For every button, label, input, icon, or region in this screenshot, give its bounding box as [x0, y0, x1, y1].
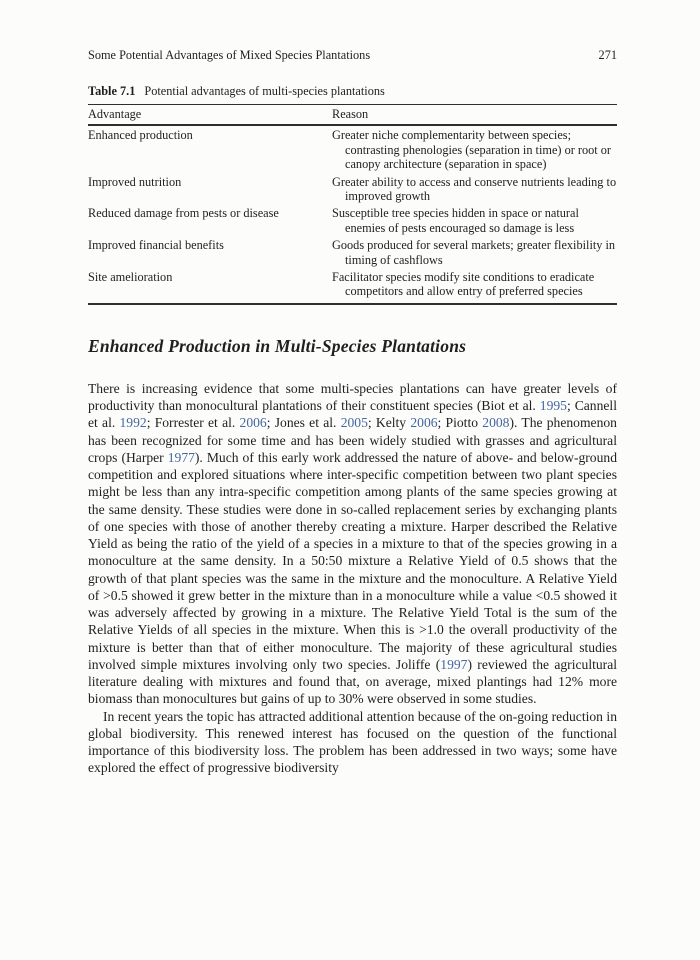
reason-cell: [332, 268, 617, 304]
paragraph-text-run: ). Much of this early work addressed the nature of above- and below-ground competition and explored situations where inter-specific competition between two plant species might be less than any intra-specific competition among plants of the same species growing at the same density. These studies were done in so-called replacement series by exchanging plants of one species with those of another thereby creating a mixture. Harper described the Relative Yield as being the ratio of the yield of a species in a mixture to that of the species growing in a monoculture at the same density. In a 50:50 mixture a Relative Yield of 0.5 shows that the growth of that plant species was the same in the mixture and the monoculture. A Relative Yield of >0.5 showed it grew better in the mixture than in a monoculture while a value <0.5 showed it was adversely affected by growing in a mixture. The Relative Yield Total is the sum of the Relative Yields of all species in the mixture. When this is >1.0 the overall productivity of the mixture is better than that of either monoculture. The majority of these agricultural studies involved simple mixtures involving only two species. Joliffe (: [88, 449, 617, 672]
advantage-cell: [88, 204, 332, 236]
page-content: [88, 48, 617, 777]
paragraph-text-run: ; Jones et al.: [266, 415, 341, 431]
advantage-text: Reduced damage from pests or disease: [88, 206, 279, 221]
section-heading: Enhanced Production in Multi-Species Plantations: [88, 335, 467, 356]
paragraph-text-run: ). The phenomenon has been recognized for some time and has been widely studied with grasses and agricultural crops (Harper: [88, 415, 617, 465]
running-head: [88, 48, 617, 63]
reason-cell: [332, 173, 617, 205]
paragraph-2: In recent years the topic has attracted additional attention because of the on-going reduction in global biodiversity. This renewed interest has focused on the question of the functional importance of this biodiversity loss. The problem has been addressed in two ways; some have explored the effect of progressive biodiversity: [88, 708, 617, 776]
running-title: Some Potential Advantages of Mixed Species Plantations: [88, 48, 371, 62]
table-row: [88, 125, 617, 172]
paragraph-text-run: There is increasing evidence that some multi-species plantations can have greater levels of productivity than monocultural plantations of their constituent species (Biot et al.: [88, 380, 617, 414]
advantage-text: Improved financial benefits: [88, 238, 224, 253]
paragraph-text-run: ; Cannell et al.: [88, 398, 617, 431]
paragraph-1: [88, 380, 617, 708]
table-caption: [88, 84, 617, 99]
reason-text: Goods produced for several markets; greater flexibility in timing of cashflows: [332, 238, 616, 267]
reason-cell: [332, 236, 617, 268]
page-number: 271: [598, 48, 617, 62]
table-row: [88, 236, 617, 268]
advantages-table: [88, 104, 617, 305]
advantage-cell: [88, 268, 332, 304]
citation-year-link[interactable]: 1995: [539, 398, 567, 414]
table-row: [88, 173, 617, 205]
column-header-advantage: Advantage: [88, 105, 332, 126]
paragraph-text-run: ; Piotto: [437, 415, 483, 431]
paragraph-text-run: ; Kelty: [367, 415, 411, 431]
body-text: [88, 380, 617, 777]
citation-year-link[interactable]: 1992: [119, 415, 147, 431]
table-block: [88, 84, 617, 305]
table-caption-text: Potential advantages of multi-species plantations: [144, 84, 385, 98]
paragraph-text-run: ) reviewed the agricultural literature dealing with mixtures and found that, on average, mixed plantings had 12% more biomass than monocultures but gains of up to 30% were observed in some studies.: [88, 656, 618, 707]
advantage-text: Enhanced production: [88, 128, 193, 143]
reason-cell: [332, 125, 617, 172]
advantage-text: Site amelioration: [88, 270, 173, 285]
advantage-text: Improved nutrition: [88, 174, 182, 189]
column-header-reason: Reason: [332, 105, 617, 126]
advantage-cell: [88, 236, 332, 268]
advantage-cell: [88, 173, 332, 205]
reason-text: Susceptible tree species hidden in space or natural enemies of pests encouraged so damage is less: [332, 206, 579, 235]
reason-text: Greater ability to access and conserve nutrients leading to improved growth: [332, 174, 617, 204]
table-caption-label: Table 7.1: [88, 84, 136, 98]
citation-year-link[interactable]: 2006: [239, 415, 267, 431]
advantage-cell: [88, 125, 332, 172]
citation-year-link[interactable]: 2005: [340, 415, 368, 431]
paragraph-text-run: ; Forrester et al.: [146, 415, 240, 431]
citation-year-link[interactable]: 2008: [482, 415, 510, 431]
citation-year-link[interactable]: 1997: [440, 656, 468, 672]
citation-year-link[interactable]: 2006: [410, 415, 438, 431]
reason-text: Facilitator species modify site conditions to eradicate competitors and allow entry of preferred species: [332, 270, 595, 299]
table-row: [88, 204, 617, 236]
citation-year-link[interactable]: 1977: [167, 449, 195, 465]
reason-text: Greater niche complementarity between species; contrasting phenologies (separation in time) or root or canopy architecture (separation in space): [332, 128, 612, 172]
reason-cell: [332, 204, 617, 236]
table-row: [88, 268, 617, 304]
table-header-row: [88, 105, 617, 126]
